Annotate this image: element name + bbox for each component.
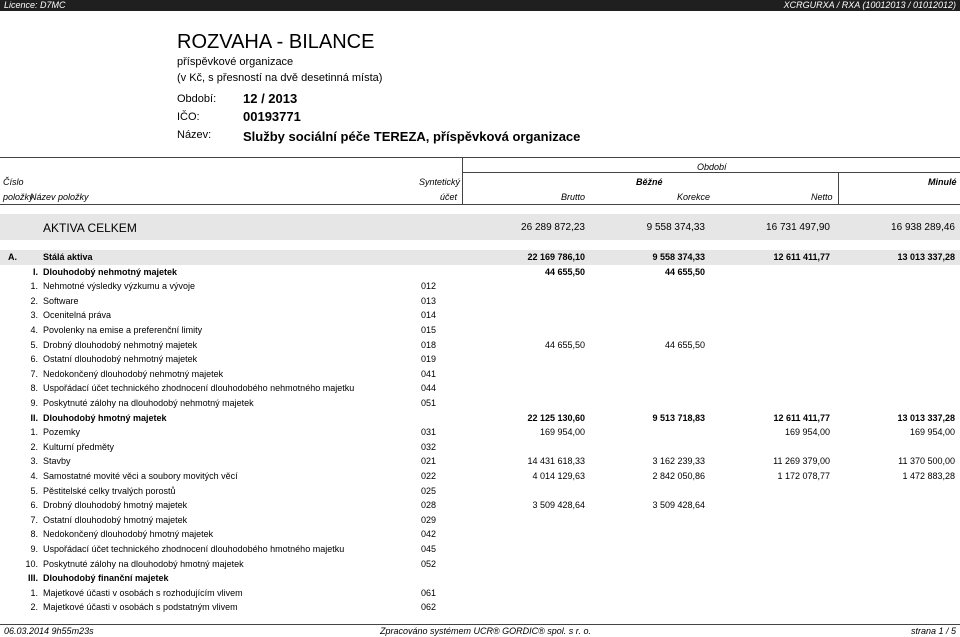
period-label: Období: — [177, 93, 217, 105]
table-row — [0, 557, 960, 572]
total-netto: 16 731 497,90 — [766, 222, 830, 233]
row-name: Dlouhodobý hmotný majetek — [43, 412, 167, 423]
row-account: 022 — [421, 471, 437, 481]
row-brutto: 22 125 130,60 — [527, 412, 585, 423]
organization-name-value: Služby sociální péče TEREZA, příspěvková organizace — [243, 129, 581, 144]
row-account: 028 — [421, 500, 437, 511]
report-title: ROZVAHA - BILANCE — [177, 31, 375, 53]
table-row — [0, 308, 960, 323]
table-row — [0, 498, 960, 513]
table-group-row — [0, 571, 960, 586]
row-account: 029 — [421, 514, 437, 525]
row-name: Uspořádací účet technického zhodnocení dlouhodobého nehmotného majetku — [43, 383, 355, 394]
row-number: 1. — [30, 427, 38, 438]
row-korekce: 44 655,50 — [664, 339, 705, 350]
row-account: 042 — [421, 529, 437, 540]
row-account: 012 — [421, 281, 437, 292]
table-row — [0, 279, 960, 294]
row-number: 2. — [30, 602, 38, 613]
row-previous: 11 370 500,00 — [898, 456, 955, 467]
row-account: 025 — [421, 485, 437, 496]
header-account: účet — [440, 192, 458, 202]
row-number: I. — [32, 266, 38, 277]
row-netto: 11 269 379,00 — [773, 456, 830, 467]
row-name: Kulturní předměty — [43, 441, 115, 452]
row-account: 014 — [421, 310, 437, 321]
header-divider — [838, 172, 839, 204]
row-brutto: 169 954,00 — [539, 427, 585, 438]
table-row — [0, 454, 960, 469]
table-row — [0, 396, 960, 411]
row-account: 051 — [421, 398, 437, 408]
row-name: Ostatní dlouhodobý hmotný majetek — [43, 514, 188, 525]
header-item-number: Číslo — [3, 177, 24, 187]
row-name: Majetkové účasti v osobách s rozhodujícím vlivem — [43, 587, 243, 598]
row-name: Ostatní dlouhodobý nehmotný majetek — [43, 354, 198, 365]
row-korekce: 2 842 050,86 — [652, 471, 705, 481]
row-name: Stavby — [43, 456, 71, 467]
row-number: 3. — [30, 456, 38, 467]
row-korekce: 3 162 239,33 — [652, 456, 705, 467]
row-number: 1. — [30, 281, 38, 292]
header-korekce: Korekce — [677, 192, 711, 202]
row-number: II. — [30, 412, 38, 423]
row-account: 018 — [421, 339, 437, 350]
row-brutto: 4 014 129,63 — [532, 471, 585, 481]
row-brutto: 44 655,50 — [544, 339, 585, 350]
row-number: 5. — [30, 339, 38, 350]
table-row — [0, 323, 960, 338]
row-number: 4. — [30, 325, 38, 335]
row-korekce: 9 558 374,33 — [652, 252, 705, 262]
row-name: Nedokončený dlouhodobý hmotný majetek — [43, 529, 214, 540]
row-account: 045 — [421, 544, 437, 554]
row-account: 013 — [421, 295, 437, 306]
header-item-name: Název položky — [30, 192, 89, 202]
row-name: Pozemky — [43, 427, 81, 438]
total-assets-label: AKTIVA CELKEM — [43, 221, 137, 235]
row-number: 1. — [30, 587, 38, 598]
row-name: Poskytnuté zálohy na dlouhodobý hmotný majetek — [43, 558, 244, 569]
table-group-row — [0, 411, 960, 426]
table-group-row — [0, 265, 960, 280]
header-current: Běžné — [636, 177, 663, 187]
row-name: Samostatné movité věci a soubory movitých věcí — [43, 471, 238, 481]
page-footer — [0, 624, 960, 637]
row-name: Dlouhodobý finanční majetek — [43, 573, 169, 584]
table-row — [0, 542, 960, 557]
report-subtitle: příspěvkové organizace — [177, 56, 294, 68]
table-row — [0, 469, 960, 484]
total-brutto: 26 289 872,23 — [521, 222, 585, 233]
row-korekce: 44 655,50 — [664, 266, 705, 277]
table-row — [0, 425, 960, 440]
row-name: Software — [43, 295, 79, 306]
row-account: 031 — [421, 427, 437, 438]
row-number: 6. — [30, 500, 38, 511]
row-account: 019 — [421, 354, 437, 365]
row-number: 4. — [30, 471, 38, 481]
row-previous: 13 013 337,28 — [897, 252, 955, 262]
row-account: 041 — [421, 368, 437, 379]
header-divider — [462, 157, 463, 204]
header-item-number-2: položky — [3, 192, 34, 202]
row-korekce: 3 509 428,64 — [652, 500, 705, 511]
row-brutto: 44 655,50 — [544, 266, 585, 277]
report-code: XCRGURXA / RXA (10012013 / 01012012) — [783, 0, 956, 10]
row-korekce: 9 513 718,83 — [652, 412, 705, 423]
row-name: Drobný dlouhodobý hmotný majetek — [43, 500, 188, 511]
row-brutto: 14 431 618,33 — [527, 456, 585, 467]
header-top-rule — [0, 157, 960, 158]
row-name: Povolenky na emise a preferenční limity — [43, 325, 203, 335]
row-brutto: 3 509 428,64 — [532, 500, 585, 511]
license-label: Licence: D7MC — [4, 0, 66, 10]
row-name: Nedokončený dlouhodobý nehmotný majetek — [43, 368, 224, 379]
row-name: Stálá aktiva — [43, 252, 93, 262]
row-name: Majetkové účasti v osobách s podstatným vlivem — [43, 602, 238, 613]
header-netto: Netto — [811, 192, 833, 202]
table-row — [0, 381, 960, 396]
processing-system: Zpracováno systémem UCR® GORDIC® spol. s r. o. — [380, 626, 591, 636]
row-number: 9. — [30, 544, 38, 554]
row-account: 032 — [421, 441, 437, 452]
row-previous: 1 472 883,28 — [902, 471, 955, 481]
row-number: A. — [8, 252, 17, 262]
table-row — [0, 352, 960, 367]
table-row — [0, 484, 960, 499]
row-account: 015 — [421, 325, 437, 335]
row-number: 2. — [30, 441, 38, 452]
row-number: 9. — [30, 398, 38, 408]
table-row — [0, 294, 960, 309]
row-account: 061 — [421, 587, 437, 598]
header-bottom-rule — [0, 204, 960, 205]
header-brutto: Brutto — [561, 192, 586, 202]
ico-label: IČO: — [177, 111, 200, 123]
report-units: (v Kč, s přesností na dvě desetinná místa) — [177, 72, 383, 84]
row-number: 10. — [25, 558, 38, 569]
table-group-row — [0, 250, 960, 265]
table-row — [0, 586, 960, 601]
period-value: 12 / 2013 — [243, 91, 298, 106]
table-row — [0, 367, 960, 382]
row-account: 044 — [421, 383, 437, 394]
page-number: strana 1 / 5 — [910, 626, 956, 636]
row-previous: 13 013 337,28 — [897, 412, 955, 423]
row-name: Ocenitelná práva — [43, 310, 112, 321]
row-netto: 12 611 411,77 — [773, 252, 830, 262]
row-name: Pěstitelské celky trvalých porostů — [43, 485, 176, 496]
print-timestamp: 06.03.2014 9h55m23s — [4, 626, 94, 636]
row-previous: 169 954,00 — [909, 427, 955, 438]
row-netto: 1 172 078,77 — [777, 471, 830, 481]
row-number: 3. — [30, 310, 38, 321]
row-number: 8. — [30, 383, 38, 394]
row-number: 7. — [30, 368, 38, 379]
ico-value: 00193771 — [243, 109, 301, 124]
header-synthetic: Syntetický — [419, 177, 461, 187]
header-period: Období — [697, 162, 727, 172]
license-bar — [0, 0, 960, 11]
table-row — [0, 338, 960, 353]
row-netto: 169 954,00 — [784, 427, 830, 438]
organization-name-label: Název: — [177, 129, 212, 141]
row-number: III. — [27, 573, 38, 584]
row-number: 8. — [30, 529, 38, 540]
row-name: Nehmotné výsledky výzkumu a vývoje — [43, 281, 196, 292]
table-row — [0, 440, 960, 455]
row-number: 7. — [30, 514, 38, 525]
table-row — [0, 600, 960, 615]
row-name: Dlouhodobý nehmotný majetek — [43, 266, 178, 277]
row-account: 021 — [421, 456, 437, 467]
row-name: Uspořádací účet technického zhodnocení dlouhodobého hmotného majetku — [43, 544, 345, 554]
row-brutto: 22 169 786,10 — [527, 252, 585, 262]
row-name: Drobný dlouhodobý nehmotný majetek — [43, 339, 198, 350]
row-number: 2. — [30, 295, 38, 306]
row-account: 052 — [421, 558, 437, 569]
row-account: 062 — [421, 602, 437, 613]
table-row — [0, 527, 960, 542]
row-name: Poskytnuté zálohy na dlouhodobý nehmotný majetek — [43, 398, 254, 408]
row-netto: 12 611 411,77 — [773, 412, 830, 423]
row-number: 5. — [30, 485, 38, 496]
total-previous: 16 938 289,46 — [891, 222, 955, 233]
row-number: 6. — [30, 354, 38, 365]
header-previous: Minulé — [928, 177, 957, 187]
total-korekce: 9 558 374,33 — [646, 222, 705, 233]
table-row — [0, 513, 960, 528]
